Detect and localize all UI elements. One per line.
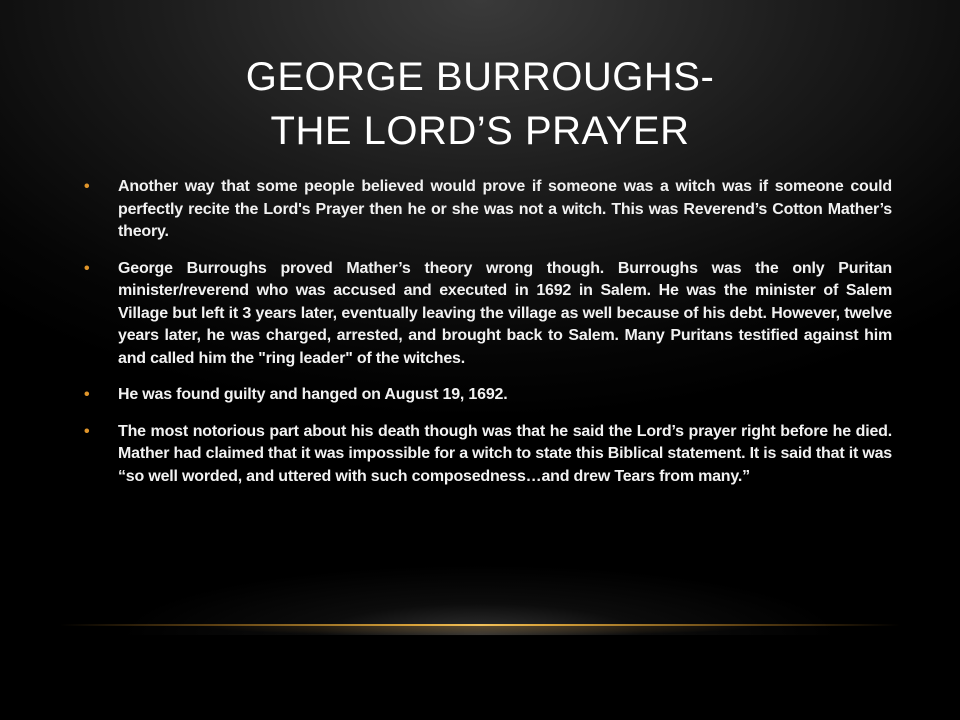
bullet-text-4: The most notorious part about his death though was that he said the Lord’s prayer right before he died. Mather had claimed that it was impossible for a witch to state this Biblical statement. It is said that it was “so well worded, and uttered with such composedness…and drew Tears from many.” xyxy=(118,422,892,485)
bullet-text-2: George Burroughs proved Mather’s theory wrong though. Burroughs was the only Puritan minister/reverend who was accused and executed in 1692 in Salem. He was the minister of Salem Village but left it 3 years later, eventually leaving the village as well because of his debt. However, twelve years later, he was charged, arrested, and brought back to Salem. Many Puritans testified against him and called him the "ring leader" of the witches. xyxy=(118,259,892,367)
bullet-marker: • xyxy=(84,386,90,403)
spotlight-glow xyxy=(120,545,840,635)
bullet-item-4 xyxy=(82,421,892,489)
bullet-item-3 xyxy=(82,384,892,407)
title-line-2: THE LORD’S PRAYER xyxy=(270,109,690,153)
bullet-marker: • xyxy=(84,422,90,440)
bullet-item-2 xyxy=(82,258,892,371)
slide-title xyxy=(100,50,860,158)
bullet-list xyxy=(82,176,892,502)
bullet-marker: • xyxy=(84,178,90,195)
floor-glow-decoration xyxy=(200,626,760,644)
bullet-marker: • xyxy=(84,259,90,277)
bullet-text-1: Another way that some people believed would prove if someone was a witch was if someone could perfectly recite the Lord's Prayer then he or she was not a witch. This was Reverend’s Cotton Mather’s theory. xyxy=(118,178,892,240)
bullet-item-1 xyxy=(82,176,892,244)
title-line-1: GEORGE BURROUGHS- xyxy=(245,55,715,99)
bullet-text-3: He was found guilty and hanged on August 19, 1692. xyxy=(118,386,508,403)
